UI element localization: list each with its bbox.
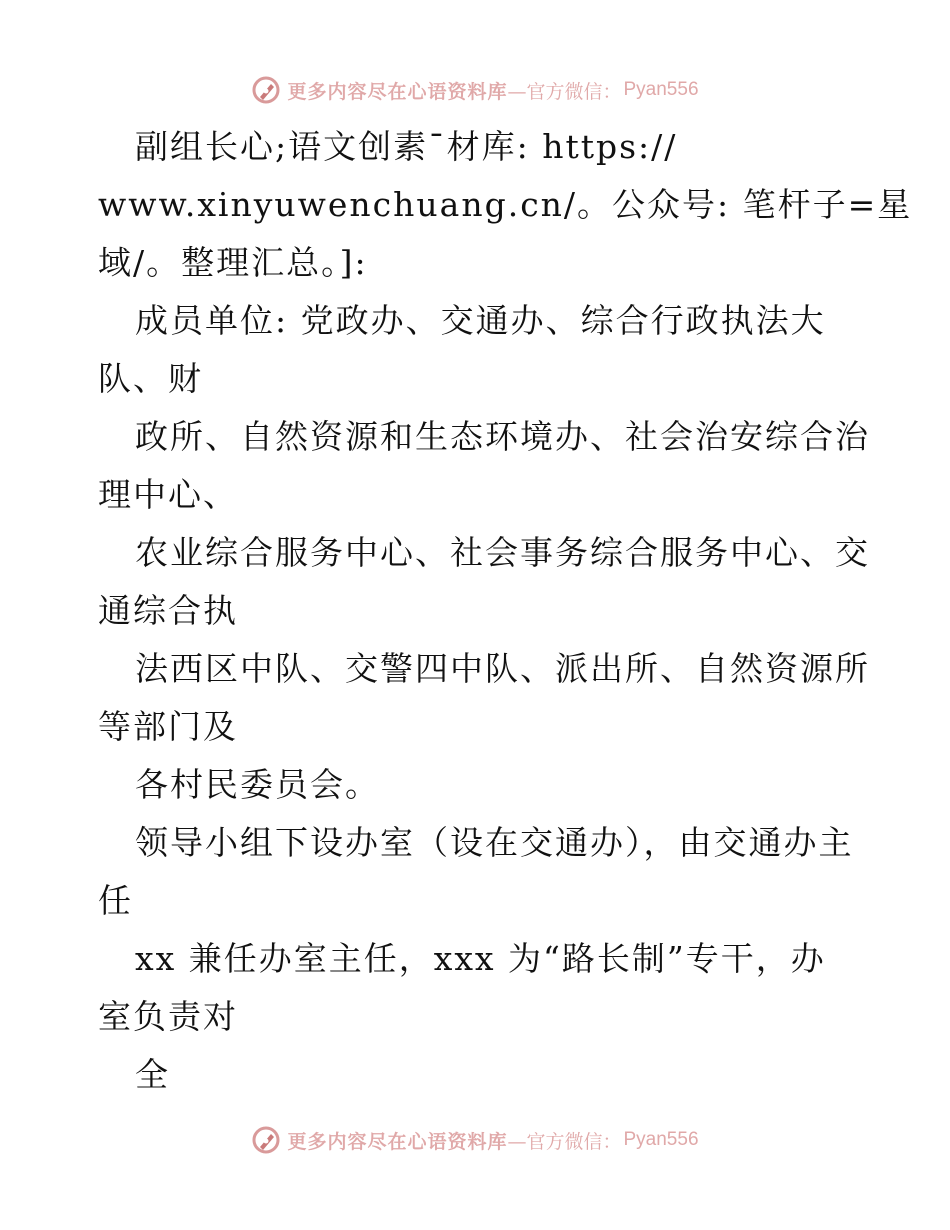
header-banner-id: Pyan556 (623, 79, 699, 100)
body-line: 各村民委员会。 (135, 765, 380, 804)
body-line: 任 (98, 881, 133, 920)
header-banner-separator: —官方微信： (507, 80, 622, 103)
body-line: 通综合执 (98, 591, 238, 630)
footer-banner (0, 1120, 950, 1160)
body-line: 理中心、 (98, 475, 238, 514)
body-line: 政所、自然资源和生态环境办、社会治安综合治 (135, 417, 870, 456)
pen-circle-logo-icon (251, 1125, 281, 1155)
body-line: 副组长心;语文创素¯材库: https:// (135, 127, 678, 166)
body-line: 成员单位: 党政办、交通办、综合行政执法大 (135, 301, 826, 340)
body-line: 农业综合服务中心、社会事务综合服务中心、交 (135, 533, 870, 572)
body-line: 全 (135, 1055, 170, 1094)
footer-banner-separator: —官方微信： (507, 1130, 622, 1153)
body-line: 域/。整理汇总。]: (98, 243, 368, 282)
body-line: xx 兼任办室主任，xxx 为“路长制”专干，办 (135, 939, 826, 978)
header-banner-text: 更多内容尽在心语资料库 (287, 80, 508, 103)
body-line: 队、财 (98, 359, 203, 398)
body-line: 室负责对 (98, 997, 238, 1036)
document-body (98, 118, 913, 1104)
footer-banner-id: Pyan556 (623, 1129, 699, 1150)
header-banner (0, 70, 950, 110)
body-line: 领导小组下设办室（设在交通办），由交通办主 (135, 823, 854, 862)
footer-banner-text: 更多内容尽在心语资料库 (287, 1130, 508, 1153)
body-line: www.xinyuwenchuang.cn/。公众号: 笔杆子=星 (98, 185, 913, 224)
pen-circle-logo-icon (251, 75, 281, 105)
body-line: 等部门及 (98, 707, 238, 746)
body-line: 法西区中队、交警四中队、派出所、自然资源所 (135, 649, 870, 688)
